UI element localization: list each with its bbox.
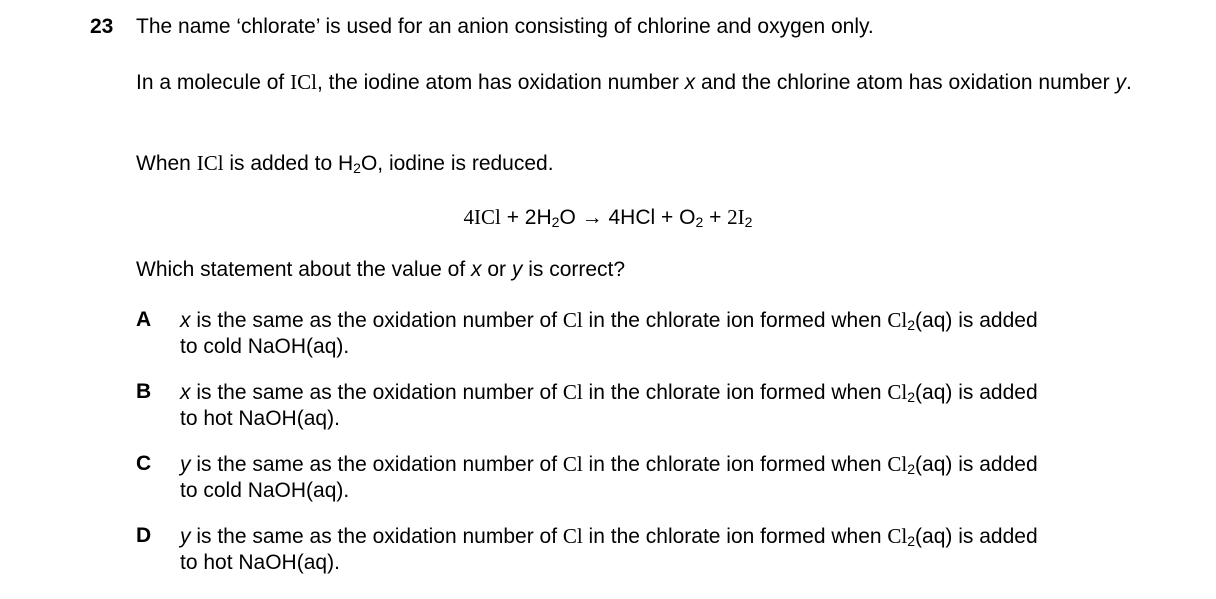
plus-sign: +: [703, 206, 728, 229]
text-segment: In a molecule of: [136, 71, 291, 94]
text-segment: (aq) is added: [915, 309, 1038, 332]
text-segment: When: [136, 152, 197, 175]
text-segment: is the same as the oxidation number of: [190, 381, 563, 404]
text-segment: and the chlorine atom has oxidation number: [695, 71, 1116, 94]
subscript: 2: [695, 214, 704, 230]
element-cl: Cl: [562, 308, 583, 332]
text-segment: in the chlorate ion formed when: [582, 309, 888, 332]
option-text: [180, 379, 1140, 432]
equation-product-hcl: 4HCl: [608, 206, 656, 229]
option-variable: y: [180, 453, 191, 476]
element-cl: Cl: [562, 452, 583, 476]
element-cl: Cl: [887, 308, 908, 332]
subscript: 2: [744, 214, 753, 230]
text-segment: (aq) is added: [915, 453, 1038, 476]
variable-x: x: [684, 71, 696, 94]
plus-sign: +: [500, 206, 525, 229]
option-text: [180, 451, 1140, 504]
text-segment: , the iodine atom has oxidation number: [316, 71, 685, 94]
text-segment: Which statement about the value of: [136, 258, 472, 281]
text-segment: in the chlorate ion formed when: [582, 453, 888, 476]
text-segment: is correct?: [522, 258, 626, 281]
question-paragraph-oxidation: [136, 69, 1136, 96]
option-variable: y: [180, 525, 191, 548]
equation-reactant-water: [525, 206, 576, 229]
option-letter: D: [136, 524, 152, 547]
plus-sign: +: [655, 206, 680, 229]
question-number: 23: [90, 15, 114, 38]
question-prompt: [136, 257, 1136, 283]
option-letter: A: [136, 308, 152, 331]
element-cl: Cl: [562, 380, 583, 404]
option-text: [180, 523, 1140, 576]
subscript: 2: [907, 461, 916, 477]
text-segment: in the chlorate ion formed when: [582, 525, 888, 548]
question-intro: The name ‘chlorate’ is used for an anion consisting of chlorine and oxygen only.: [136, 15, 874, 38]
text-segment: 2I: [727, 205, 745, 229]
text-segment: (aq) is added: [915, 525, 1038, 548]
variable-y: y: [511, 258, 523, 281]
text-segment: O, iodine is reduced.: [360, 152, 554, 175]
element-cl: Cl: [887, 524, 908, 548]
text-segment: is the same as the oxidation number of: [190, 453, 563, 476]
text-segment: is added to H: [223, 152, 354, 175]
option-line2: to cold NaOH(aq).: [180, 335, 350, 358]
text-segment: 2H: [524, 206, 552, 229]
element-cl: Cl: [887, 452, 908, 476]
equation-product-iodine: [727, 205, 752, 229]
text-segment: is the same as the oxidation number of: [190, 309, 563, 332]
formula-icl: ICl: [196, 151, 224, 175]
reaction-arrow: →: [575, 206, 609, 229]
option-line2: to hot NaOH(aq).: [180, 407, 340, 430]
question-paragraph-reduction: [136, 150, 1136, 177]
option-text: [180, 307, 1140, 360]
subscript: 2: [353, 160, 361, 176]
text-segment: is the same as the oxidation number of: [190, 525, 563, 548]
text-segment: O: [679, 206, 696, 229]
element-cl: Cl: [562, 524, 583, 548]
text-segment: (aq) is added: [915, 381, 1038, 404]
equation-product-oxygen: [679, 206, 703, 229]
option-letter: B: [136, 380, 152, 403]
formula-icl: ICl: [290, 70, 317, 94]
text-segment: .: [1125, 71, 1132, 94]
chemical-equation: [0, 204, 1216, 231]
option-letter: C: [136, 452, 152, 475]
option-variable: x: [180, 381, 191, 404]
text-segment: in the chlorate ion formed when: [582, 381, 888, 404]
variable-y: y: [1115, 71, 1126, 94]
text-segment: O: [559, 206, 576, 229]
subscript: 2: [551, 214, 560, 230]
option-line2: to hot NaOH(aq).: [180, 551, 340, 574]
variable-x: x: [471, 258, 482, 281]
subscript: 2: [907, 389, 916, 405]
element-cl: Cl: [887, 380, 908, 404]
equation-reactant-icl: 4ICl: [463, 205, 501, 229]
subscript: 2: [907, 533, 916, 549]
option-line2: to cold NaOH(aq).: [180, 479, 350, 502]
option-variable: x: [180, 309, 191, 332]
text-segment: or: [481, 258, 512, 281]
subscript: 2: [907, 317, 916, 333]
